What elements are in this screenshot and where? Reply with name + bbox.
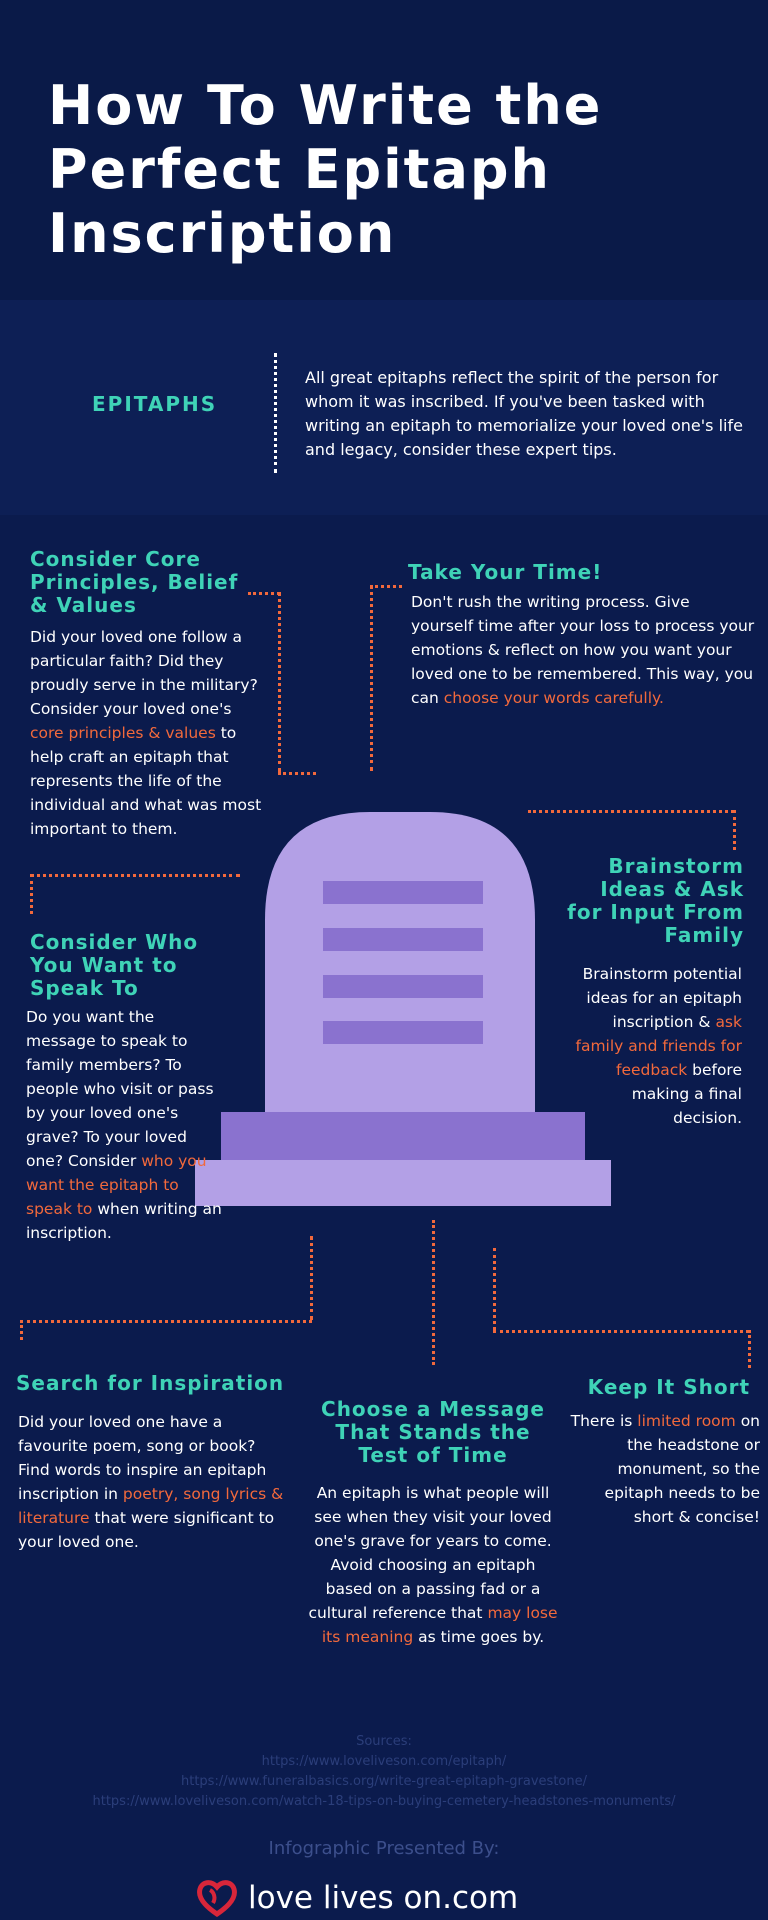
tip-speak-highlight: who you want the epitaph to speak to	[26, 1152, 207, 1218]
connector-line	[30, 874, 240, 877]
tip-message-highlight: may lose its meaning	[321, 1604, 558, 1646]
inscription-line	[323, 975, 483, 998]
connector-line	[278, 592, 281, 772]
tip-inspiration-text: Did your loved one have a favourite poem, song or book? Find words to inspire an epitaph inscription in poetry, song lyrics & literature that were significant to your loved one.	[18, 1413, 284, 1551]
sources	[0, 1732, 768, 1812]
connector-line	[493, 1330, 749, 1333]
intro-label: EPITAPHS	[92, 392, 218, 416]
connector-line	[733, 810, 736, 850]
connector-line	[370, 585, 373, 771]
source-link[interactable]: https://www.funeralbasics.org/write-great-epitaph-gravestone/	[180, 1774, 587, 1789]
tip-speak-text: Do you want the message to speak to family members? To people who visit or pass by your loved one's grave? To your loved one? Consider who you want the epitaph to speak to when writing an inscription.	[26, 1008, 222, 1242]
inscription-line	[323, 1021, 483, 1044]
tip-inspiration-highlight: poetry, song lyrics & literature	[18, 1485, 284, 1527]
inscription-line	[323, 928, 483, 951]
tip-core-highlight: core principles & values	[30, 724, 216, 742]
intro-divider	[274, 353, 277, 473]
source-link[interactable]: https://www.loveliveson.com/watch-18-tips-on-buying-cemetery-headstones-monuments/	[92, 1794, 676, 1809]
connector-line	[748, 1330, 751, 1368]
tip-core-text: Did your loved one follow a particular faith? Did they proudly serve in the military? Consider your loved one's core principles & values to help craft an epitaph that represents the life of the individual and what was most important to them.	[30, 628, 262, 838]
tip-time-heading: Take Your Time!	[408, 560, 603, 584]
brand-name: love lives on.com	[248, 1880, 519, 1916]
source-link[interactable]: https://www.loveliveson.com/epitaph/	[261, 1754, 507, 1769]
tip-speak-heading: Consider Who You Want to Speak To	[30, 930, 199, 1000]
tip-short-text: There is limited room on the headstone or monument, so the epitaph needs to be short & concise!	[570, 1412, 760, 1526]
page-title: How To Write the Perfect Epitaph Inscription	[48, 74, 603, 265]
connector-line	[248, 592, 280, 595]
tip-brainstorm-highlight: ask family and friends for feedback	[575, 1013, 742, 1079]
headstone-illustration	[195, 800, 615, 1210]
tip-message-text: An epitaph is what people will see when they visit your loved one's grave for years to come. Avoid choosing an epitaph based on a passing fad or a cultural reference that may lose its meaning as time goes by.	[308, 1484, 558, 1646]
tip-inspiration-heading: Search for Inspiration	[16, 1371, 285, 1395]
tip-message-heading: Choose a Message That Stands the Test of Time	[321, 1397, 545, 1467]
connector-line	[20, 1320, 23, 1340]
sources-label: Sources:	[356, 1734, 412, 1749]
intro-text: All great epitaphs reflect the spirit of the person for whom it was inscribed. If you've been tasked with writing an epitaph to memorialize your loved one's life and legacy, consider these expert tips.	[305, 368, 743, 459]
presented-by: Infographic Presented By:	[268, 1838, 500, 1859]
brand-logo[interactable]	[196, 1877, 518, 1919]
tip-time-highlight: choose your words carefully.	[443, 689, 664, 707]
connector-line	[30, 874, 33, 914]
tip-brainstorm-heading: Brainstorm Ideas & Ask for Input From Family	[567, 854, 744, 947]
inscription-line	[323, 881, 483, 904]
tip-short-heading: Keep It Short	[587, 1375, 750, 1399]
headstone-base-lower	[195, 1160, 611, 1206]
headstone-body	[265, 812, 535, 1112]
connector-line	[370, 585, 402, 588]
connector-line	[278, 772, 316, 775]
connector-line	[528, 810, 734, 813]
tip-time-text: Don't rush the writing process. Give yourself time after your loss to process your emotions & reflect on how you want your loved one to be remembered. This way, you can choose your words carefully.	[411, 593, 755, 707]
connector-line	[20, 1320, 312, 1323]
connector-line	[493, 1248, 496, 1330]
heart-icon	[196, 1878, 238, 1918]
tip-short-highlight: limited room	[637, 1412, 736, 1430]
tip-brainstorm-text: Brainstorm potential ideas for an epitaph inscription & ask family and friends for feedback before making a final decision.	[575, 965, 742, 1127]
headstone-base-upper	[221, 1112, 585, 1160]
tip-core-heading: Consider Core Principles, Belief & Values	[30, 547, 239, 617]
connector-line	[432, 1220, 435, 1365]
connector-line	[310, 1236, 313, 1320]
